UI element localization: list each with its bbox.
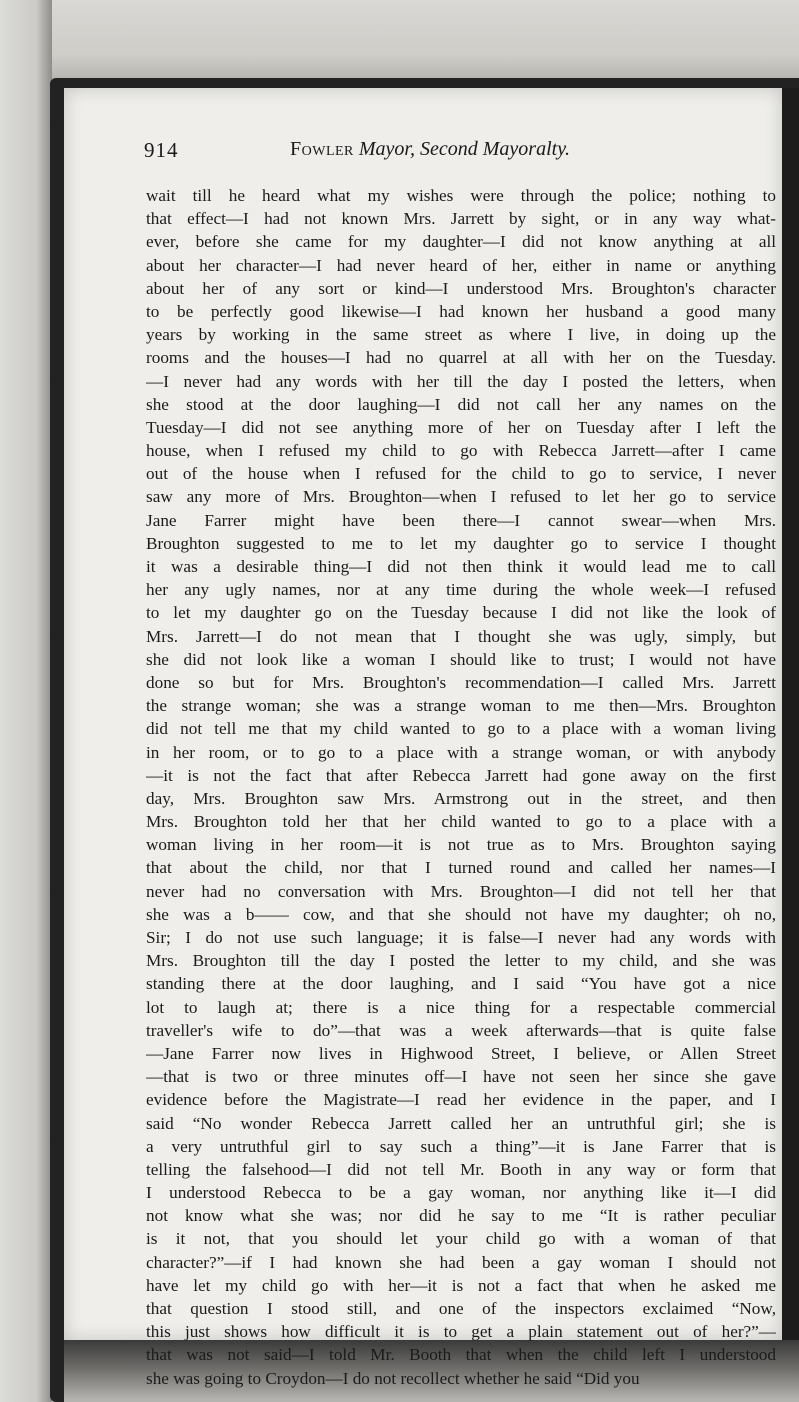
text-line: Sir; I do not use such language; it is false—I never had any words with (146, 928, 776, 947)
text-line: years by working in the same street as where I live, in doing up the (146, 325, 776, 345)
running-title (290, 138, 570, 161)
text-line: Mrs. Broughton till the day I posted the letter to my child, and she was (146, 951, 776, 971)
text-line: character?”—if I had known she had been a gay woman I should not (146, 1252, 776, 1272)
text-line: she stood at the door laughing—I did not call her any names on the (146, 394, 776, 414)
text-line: lot to laugh at; there is a nice thing for a respectable commercial (146, 997, 776, 1017)
text-line: to be perfectly good likewise—I had known her husband a good many (146, 301, 776, 321)
text-line: —that is two or three minutes off—I have not seen her since she gave (146, 1067, 776, 1087)
text-line: out of the house when I refused for the child to go to service, I never (146, 464, 776, 484)
text-line: it was a desirable thing—I did not then think it would lead me to call (146, 557, 776, 576)
text-line: that was not said—I told Mr. Booth that when the child left I understood (146, 1345, 776, 1365)
text-line: rooms and the houses—I had no quarrel at all with her on the Tuesday. (146, 348, 776, 368)
text-line: saw any more of Mrs. Broughton—when I refused to let her go to service (146, 487, 776, 507)
text-line: that question I stood still, and one of the inspectors exclaimed “Now, (146, 1299, 776, 1318)
text-line: house, when I refused my child to go with Rebecca Jarrett—after I came (146, 441, 776, 461)
text-line: done so but for Mrs. Broughton's recommendation—I called Mrs. Jarrett (146, 672, 776, 692)
text-line: traveller's wife to do”—that was a week afterwards—that is quite false (146, 1020, 776, 1040)
book-spine-shadow (781, 88, 799, 1340)
text-line: standing there at the door laughing, and I said “You have got a nice (146, 974, 776, 994)
page-header (80, 138, 620, 168)
text-line: Jane Farrer might have been there—I cannot swear—when Mrs. (146, 510, 776, 530)
body-text (146, 184, 776, 1390)
text-line: Mrs. Broughton told her that her child wanted to go to a place with a (146, 812, 776, 832)
text-line: I understood Rebecca to be a gay woman, nor anything like it—I did (146, 1183, 776, 1203)
running-title-surname: Fowler (290, 138, 354, 160)
text-line: telling the falsehood—I did not tell Mr. Booth in any way or form that (146, 1159, 776, 1179)
text-line: she was going to Croydon—I do not recollect whether he said “Did you (146, 1368, 640, 1388)
running-title-mayor: Mayor, (358, 138, 415, 160)
text-line: —Jane Farrer now lives in Highwood Street, I believe, or Allen Street (146, 1043, 776, 1063)
text-line: about her of any sort or kind—I understood Mrs. Broughton's character (146, 278, 776, 298)
text-line: that about the child, nor that I turned round and called her names—I (146, 858, 776, 878)
text-line: her any ugly names, nor at any time during the whole week—I refused (146, 580, 776, 600)
text-line: wait till he heard what my wishes were through the police; nothing to (146, 186, 776, 205)
text-line: a very untruthful girl to say such a thing”—it is Jane Farrer that is (146, 1136, 776, 1156)
text-line: Tuesday—I did not see anything more of her on Tuesday after I left the (146, 417, 776, 437)
text-line: woman living in her room—it is not true as to Mrs. Broughton saying (146, 835, 776, 855)
text-line: she did not look like a woman I should like to trust; I would not have (146, 649, 776, 669)
text-line: she was a b—— cow, and that she should not have my daughter; oh no, (146, 904, 776, 924)
text-line: is it not, that you should let your child go with a woman of that (146, 1229, 776, 1249)
text-line: —it is not the fact that after Rebecca Jarrett had gone away on the first (146, 765, 776, 785)
text-line: to let my daughter go on the Tuesday because I did not like the look of (146, 603, 776, 623)
text-line: about her character—I had never heard of her, either in name or anything (146, 255, 776, 275)
page-number: 914 (144, 138, 179, 162)
text-line: this just shows how difficult it is to get a plain statement out of her?”— (146, 1322, 776, 1342)
text-line: have let my child go with her—it is not a fact that when he asked me (146, 1275, 776, 1295)
text-line: said “No wonder Rebecca Jarrett called her an untruthful girl; she is (146, 1113, 776, 1133)
text-line: the strange woman; she was a strange woman to me then—Mrs. Broughton (146, 696, 776, 716)
text-line: did not tell me that my child wanted to go to a place with a woman living (146, 719, 776, 739)
text-line: ever, before she came for my daughter—I did not know anything at all (146, 232, 776, 252)
text-line: day, Mrs. Broughton saw Mrs. Armstrong out in the street, and then (146, 788, 776, 808)
text-line: —I never had any words with her till the day I posted the letters, when (146, 371, 776, 391)
scan-background-left (0, 0, 52, 1402)
running-title-mayoralty: Second Mayoralty. (420, 138, 570, 160)
text-line: Mrs. Jarrett—I do not mean that I thought she was ugly, simply, but (146, 626, 776, 646)
text-line: not know what she was; nor did he say to me “It is rather peculiar (146, 1206, 776, 1226)
text-line: in her room, or to go to a place with a strange woman, or with anybody (146, 742, 776, 762)
text-line: that effect—I had not known Mrs. Jarrett by sight, or in any way what- (146, 209, 776, 229)
text-line: evidence before the Magistrate—I read her evidence in the paper, and I (146, 1090, 776, 1110)
text-line: Broughton suggested to me to let my daughter go to service I thought (146, 533, 776, 553)
text-line: never had no conversation with Mrs. Broughton—I did not tell her that (146, 881, 776, 901)
